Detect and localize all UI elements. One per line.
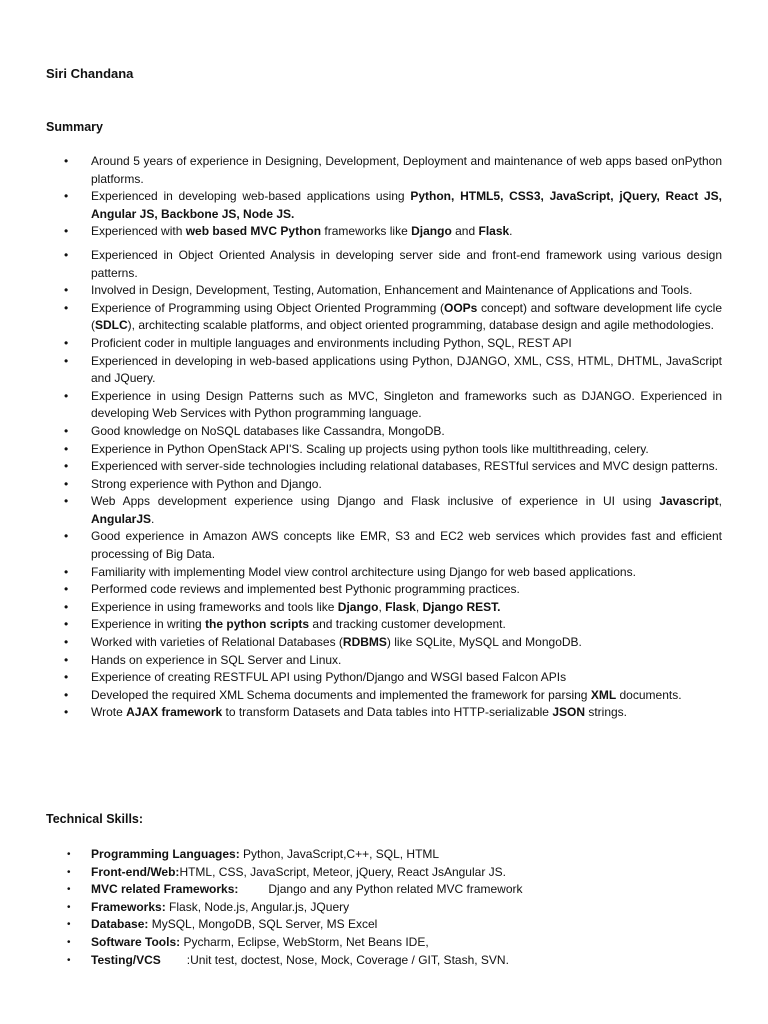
bullet-icon: • <box>64 617 69 632</box>
summary-text: frameworks like <box>321 224 412 239</box>
summary-item <box>64 634 722 652</box>
summary-text: , <box>718 494 722 509</box>
skill-item <box>64 916 722 934</box>
bullet-icon: • <box>67 849 71 860</box>
summary-item <box>64 476 722 494</box>
summary-text: the python scripts <box>205 617 310 632</box>
summary-item <box>64 300 722 335</box>
bullet-icon: • <box>64 599 69 614</box>
bullet-icon: • <box>64 224 69 239</box>
bullet-icon: • <box>64 154 69 168</box>
bullet-icon: • <box>64 335 69 350</box>
skill-item <box>64 864 722 882</box>
bullet-icon: • <box>64 705 69 720</box>
bullet-icon: • <box>67 866 71 878</box>
summary-text: Experienced in developing in web-based applications using Python, DJANGO, XML, CSS, HTML, DHTML, JavaScript and JQuery. <box>91 353 722 386</box>
summary-text: concept) and software development life cycle ( <box>91 300 722 333</box>
summary-text: JSON <box>552 705 585 720</box>
summary-item <box>64 616 722 634</box>
bullet-icon: • <box>64 582 69 597</box>
bullet-icon: • <box>67 919 71 931</box>
skill-value: Flask, Node.js, Angular.js, JQuery <box>165 899 350 914</box>
skill-value: Python, JavaScript,C++, SQL, HTML <box>239 847 440 861</box>
summary-text: Experience in Python OpenStack API'S. Scaling up projects using python tools like multithreading, celery. <box>91 441 649 456</box>
summary-item <box>64 528 722 563</box>
summary-text: OOPs <box>443 300 478 315</box>
summary-text: documents. <box>616 687 682 702</box>
summary-text: Proficient coder in multiple languages and environments including Python, SQL, REST API <box>91 335 572 350</box>
summary-item <box>64 652 722 670</box>
summary-text: Hands on experience in SQL Server and Linux. <box>91 652 342 667</box>
summary-text: RDBMS <box>342 635 387 650</box>
summary-item <box>64 581 722 599</box>
summary-item <box>64 247 722 282</box>
bullet-icon: • <box>64 459 69 474</box>
summary-text: Django REST. <box>422 599 501 614</box>
summary-item <box>64 188 722 223</box>
summary-text: XML <box>590 687 617 702</box>
skill-label: Software Tools: <box>91 934 181 949</box>
summary-text: to transform Datasets and Data tables into HTTP-serializable <box>222 705 553 720</box>
summary-text: Strong experience with Python and Django. <box>91 476 322 491</box>
bullet-icon: • <box>67 936 71 948</box>
skill-value: Django and any Python related MVC framework <box>268 882 523 897</box>
bullet-icon: • <box>64 423 69 438</box>
summary-item <box>64 223 722 241</box>
skill-label: Database: <box>91 917 149 932</box>
skill-item <box>64 899 722 917</box>
summary-text: Python, HTML5, CSS3, JavaScript, jQuery, React JS, Angular JS, Backbone JS, Node JS. <box>91 189 722 221</box>
summary-text: Good experience in Amazon AWS concepts like EMR, S3 and EC2 web services which provides fast and efficient processing of Big Data. <box>91 529 722 562</box>
summary-text: Experienced with <box>91 224 186 239</box>
technical-skills-list <box>64 846 722 969</box>
summary-item <box>64 493 722 528</box>
summary-text: Flask <box>385 599 416 614</box>
skill-item <box>64 881 722 899</box>
bullet-icon: • <box>64 529 69 544</box>
bullet-icon: • <box>64 635 69 650</box>
bullet-icon: • <box>64 189 69 204</box>
summary-text: Experience in using frameworks and tools like <box>91 599 338 614</box>
summary-item <box>64 687 722 705</box>
summary-item <box>64 441 722 459</box>
bullet-icon: • <box>67 884 71 896</box>
summary-text: web based MVC Python <box>185 224 322 239</box>
bullet-icon: • <box>64 687 69 702</box>
summary-text: Experience in using Design Patterns such as MVC, Singleton and frameworks such as DJANGO. Experienced in developing Web Services with Python programming language. <box>91 388 722 421</box>
summary-item <box>64 599 722 617</box>
summary-text: ), architecting scalable platforms, and object oriented programming, database design and agile methodologies. <box>127 318 715 333</box>
skill-value: HTML, CSS, JavaScript, Meteor, jQuery, React JsAngular JS. <box>179 864 506 879</box>
skill-item <box>64 846 722 864</box>
summary-text: and <box>451 224 479 239</box>
skill-label: Front-end/Web: <box>91 864 180 879</box>
summary-text: Experienced in Object Oriented Analysis in developing server side and front-end framework using various design patterns. <box>91 247 722 280</box>
skill-label: Frameworks: <box>91 899 166 914</box>
summary-text: Experienced with server-side technologies including relational databases, RESTful services and MVC design patterns. <box>91 459 718 474</box>
summary-item <box>64 388 722 423</box>
bullet-icon: • <box>64 494 69 509</box>
bullet-icon: • <box>64 441 69 456</box>
summary-text: Django <box>337 599 379 614</box>
summary-item <box>64 423 722 441</box>
summary-text: Developed the required XML Schema documents and implemented the framework for parsing <box>91 687 591 702</box>
skill-value: :Unit test, doctest, Nose, Mock, Coverage / GIT, Stash, SVN. <box>186 952 509 967</box>
summary-text: Web Apps development experience using Django and Flask inclusive of experience in UI using <box>91 494 660 509</box>
summary-text: . <box>151 511 155 526</box>
summary-text: Flask <box>478 224 510 239</box>
summary-text: Experienced in developing web-based applications using <box>91 189 411 204</box>
skill-item <box>64 934 722 952</box>
summary-item <box>64 282 722 300</box>
skill-label: Programming Languages: <box>91 847 240 861</box>
summary-text: Around 5 years of experience in Designing, Development, Deployment and maintenance of web apps based onPython platforms. <box>91 154 722 186</box>
summary-text: Wrote <box>91 705 127 720</box>
summary-text: Javascript <box>659 494 719 509</box>
summary-text: Performed code reviews and implemented best Pythonic programming practices. <box>91 582 520 597</box>
summary-item <box>64 564 722 582</box>
summary-item <box>64 153 722 188</box>
summary-text: Involved in Design, Development, Testing, Automation, Enhancement and Maintenance of Applications and Tools. <box>91 283 693 298</box>
summary-text: Experience of creating RESTFUL API using Python/Django and WSGI based Falcon APIs <box>91 670 567 685</box>
summary-text: Experience in writing <box>91 617 206 632</box>
technical-skills-heading: Technical Skills: <box>46 812 144 826</box>
summary-text: strings. <box>585 705 628 720</box>
bullet-icon: • <box>64 283 69 298</box>
bullet-icon: • <box>64 564 69 579</box>
summary-item <box>64 669 722 687</box>
skill-value: Pycharm, Eclipse, WebStorm, Net Beans IDE, <box>180 934 429 949</box>
bullet-icon: • <box>64 300 69 315</box>
summary-text: Experience of Programming using Object Oriented Programming ( <box>91 300 444 315</box>
summary-text: AJAX framework <box>126 705 223 720</box>
summary-text: ) like SQLite, MySQL and MongoDB. <box>386 635 582 650</box>
summary-list <box>64 153 722 722</box>
summary-text: SDLC <box>95 318 128 333</box>
bullet-icon: • <box>64 353 69 368</box>
summary-text: , <box>378 599 386 614</box>
candidate-name: Siri Chandana <box>46 66 134 81</box>
bullet-icon: • <box>64 670 69 685</box>
summary-text: Good knowledge on NoSQL databases like Cassandra, MongoDB. <box>91 423 445 438</box>
bullet-icon: • <box>64 652 69 667</box>
summary-text: Worked with varieties of Relational Databases ( <box>91 635 343 650</box>
bullet-icon: • <box>67 954 71 966</box>
bullet-icon: • <box>64 247 69 262</box>
bullet-icon: • <box>67 901 71 913</box>
summary-text: , <box>415 599 423 614</box>
summary-text: . <box>509 224 513 239</box>
summary-item <box>64 458 722 476</box>
bullet-icon: • <box>64 388 69 403</box>
summary-text: AngularJS <box>91 511 152 526</box>
skill-value: MySQL, MongoDB, SQL Server, MS Excel <box>148 917 378 932</box>
summary-item <box>64 335 722 353</box>
skill-label: MVC related Frameworks: <box>91 882 239 897</box>
summary-text: Familiarity with implementing Model view control architecture using Django for web based applications. <box>91 564 636 579</box>
bullet-icon: • <box>64 476 69 491</box>
skill-label: Testing/VCS <box>91 952 161 967</box>
summary-text: Django <box>411 224 452 239</box>
summary-text: and tracking customer development. <box>309 617 506 632</box>
summary-heading: Summary <box>46 120 103 134</box>
summary-item <box>64 353 722 388</box>
skill-item <box>64 952 722 970</box>
summary-item <box>64 704 722 722</box>
